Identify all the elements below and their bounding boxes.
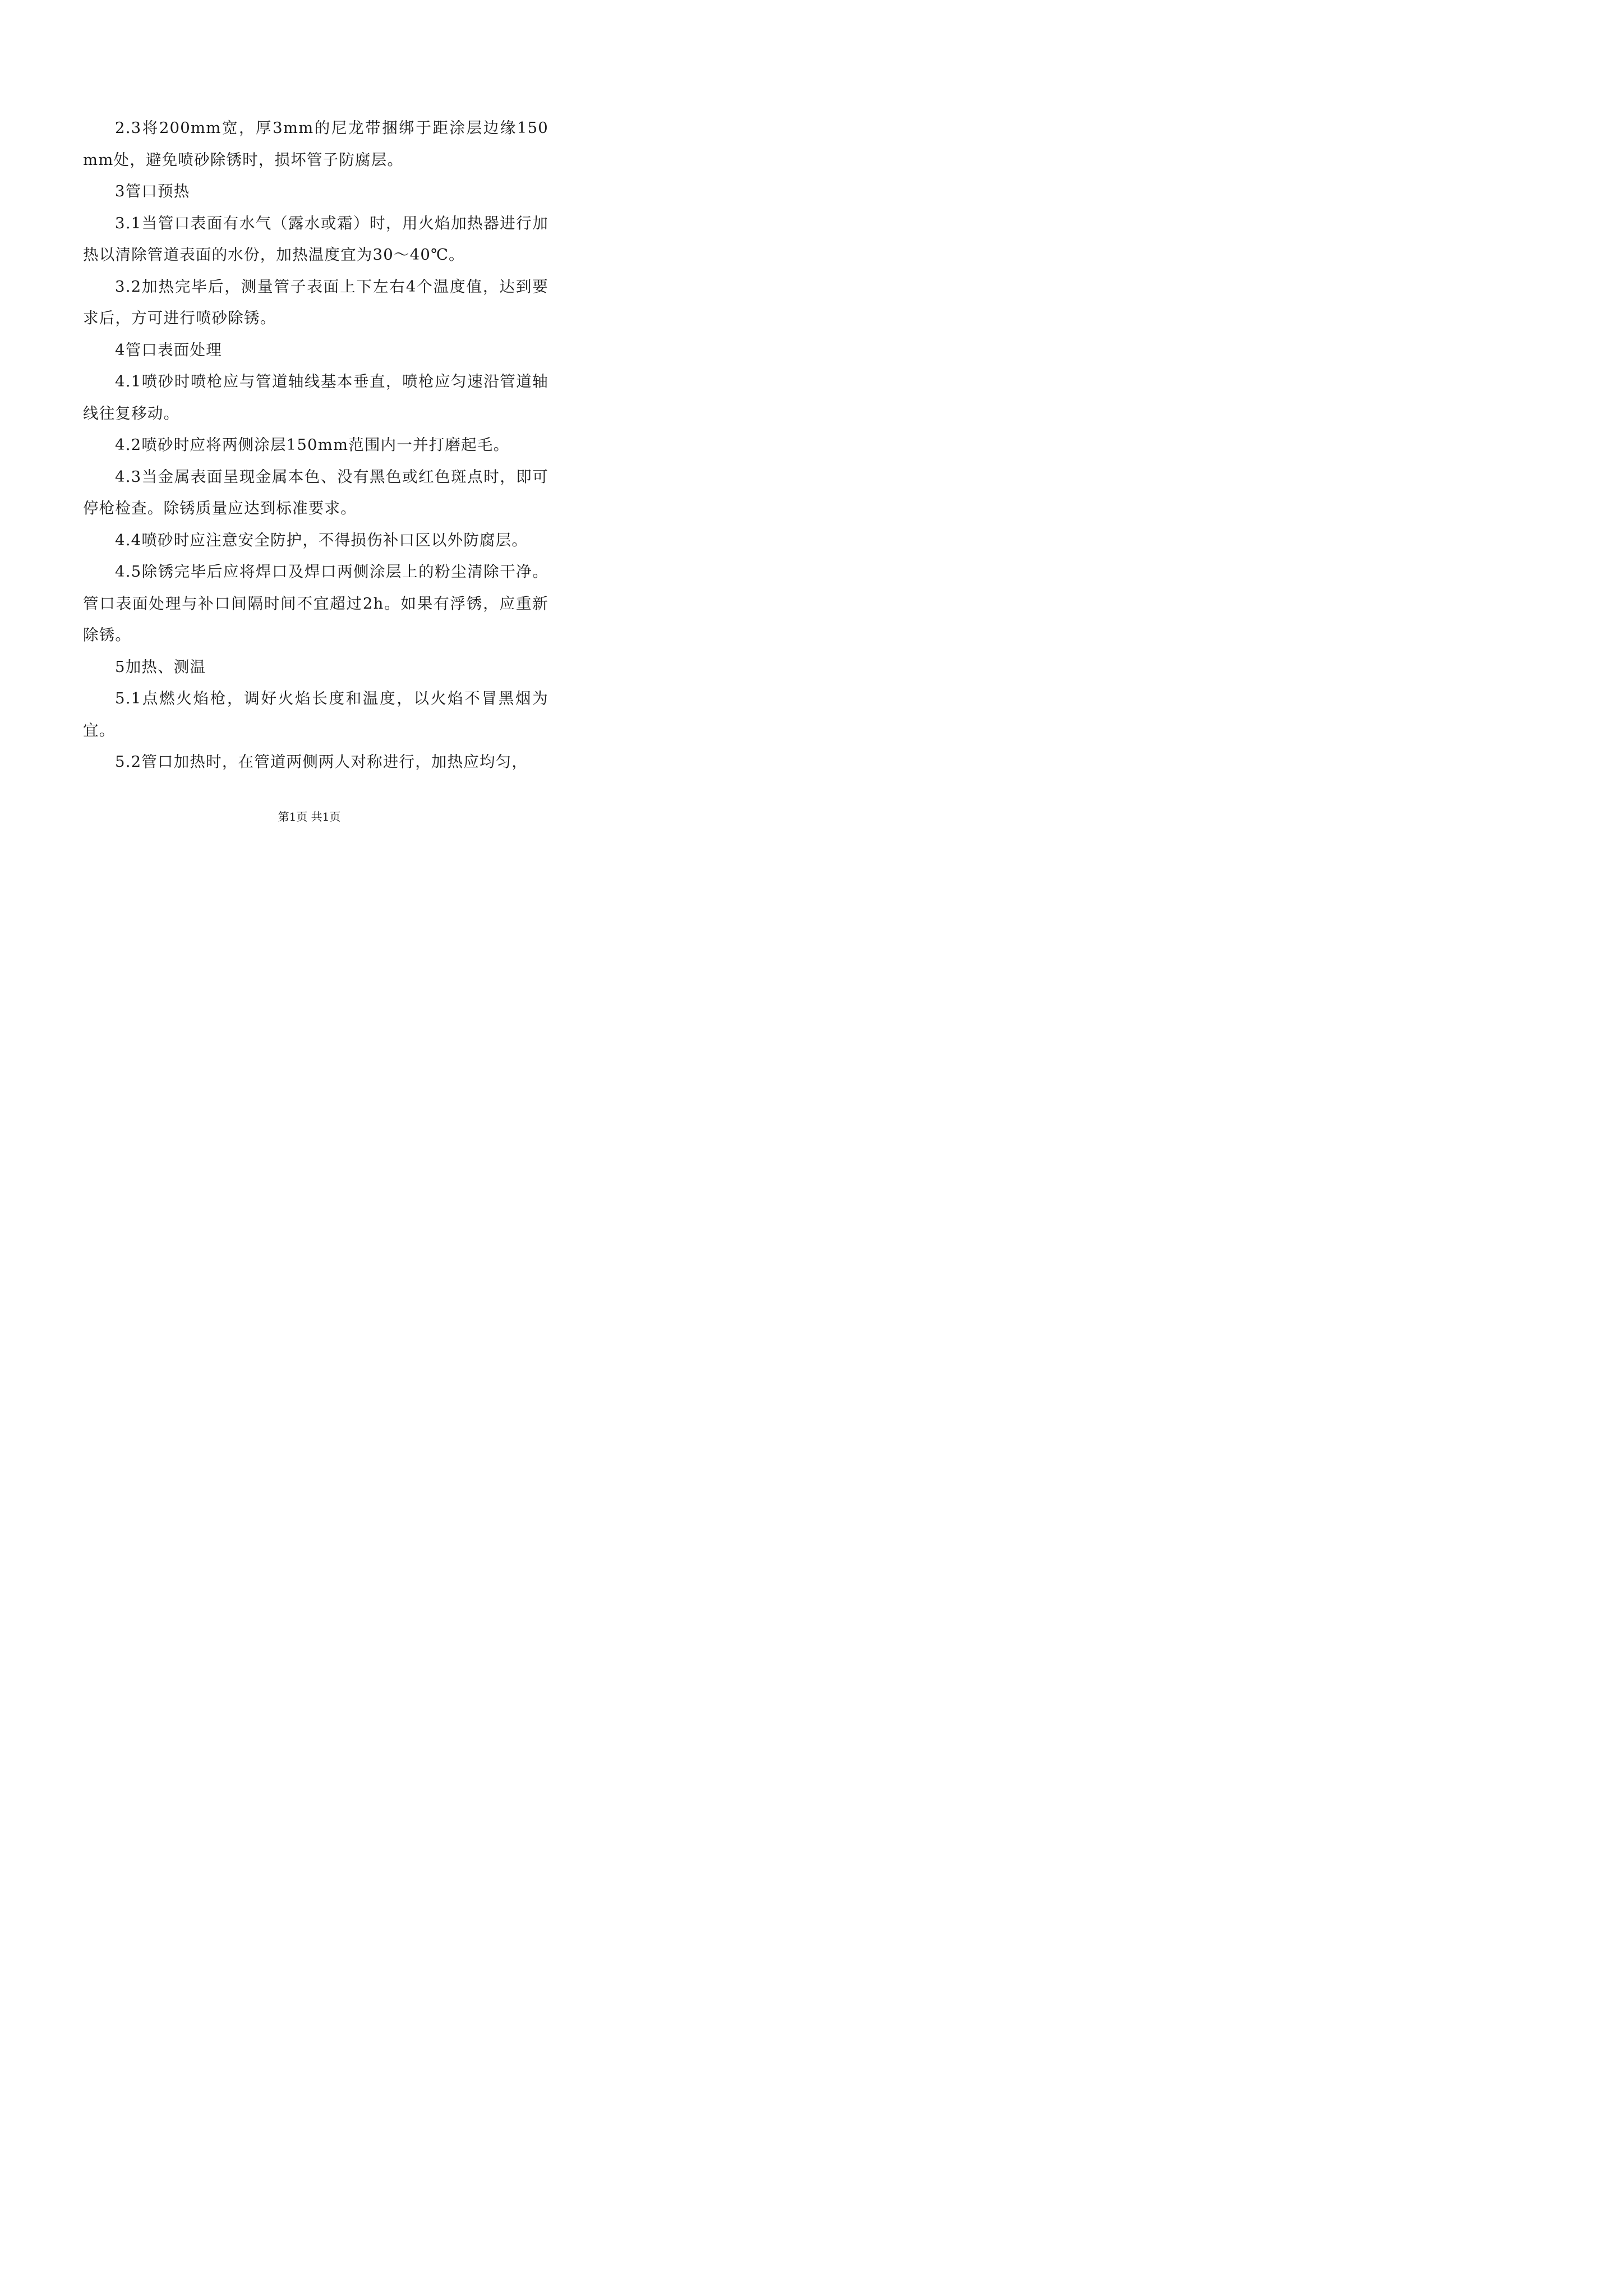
- heading-3: 3管口预热: [115, 182, 190, 200]
- document-page: [0, 0, 619, 875]
- document-body: [83, 112, 548, 778]
- paragraph-3-1: 3.1当管口表面有水气（露水或霜）时，用火焰加热器进行加热以清除管道表面的水份，加热温度宜为30～40℃。: [83, 214, 548, 264]
- paragraph-4-1: 4.1喷砂时喷枪应与管道轴线基本垂直，喷枪应匀速沿管道轴线往复移动。: [83, 372, 548, 422]
- paragraph-4-3: 4.3当金属表面呈现金属本色、没有黑色或红色斑点时，即可停枪检查。除锈质量应达到标准要求。: [83, 467, 548, 517]
- heading-5: 5加热、测温: [115, 657, 206, 676]
- page-footer: 第1页 共1页: [278, 810, 341, 823]
- paragraph-5-2: 5.2管口加热时，在管道两侧两人对称进行，加热应均匀，: [115, 753, 528, 771]
- paragraph-4-4: 4.4喷砂时应注意安全防护，不得损伤补口区以外防腐层。: [115, 531, 528, 549]
- paragraph-4-5: 4.5除锈完毕后应将焊口及焊口两侧涂层上的粉尘清除干净。管口表面处理与补口间隔时间不宜超过2h。如果有浮锈，应重新除锈。: [83, 563, 548, 644]
- paragraph-2-3: 2.3将200mm宽，厚3mm的尼龙带捆绑于距涂层边缘150mm处，避免喷砂除锈时，损坏管子防腐层。: [83, 119, 548, 169]
- paragraph-5-1: 5.1点燃火焰枪，调好火焰长度和温度，以火焰不冒黑烟为宜。: [83, 689, 548, 739]
- heading-4: 4管口表面处理: [115, 341, 222, 359]
- paragraph-3-2: 3.2加热完毕后，测量管子表面上下左右4个温度值，达到要求后，方可进行喷砂除锈。: [83, 277, 548, 327]
- paragraph-4-2: 4.2喷砂时应将两侧涂层150mm范围内一并打磨起毛。: [115, 436, 510, 454]
